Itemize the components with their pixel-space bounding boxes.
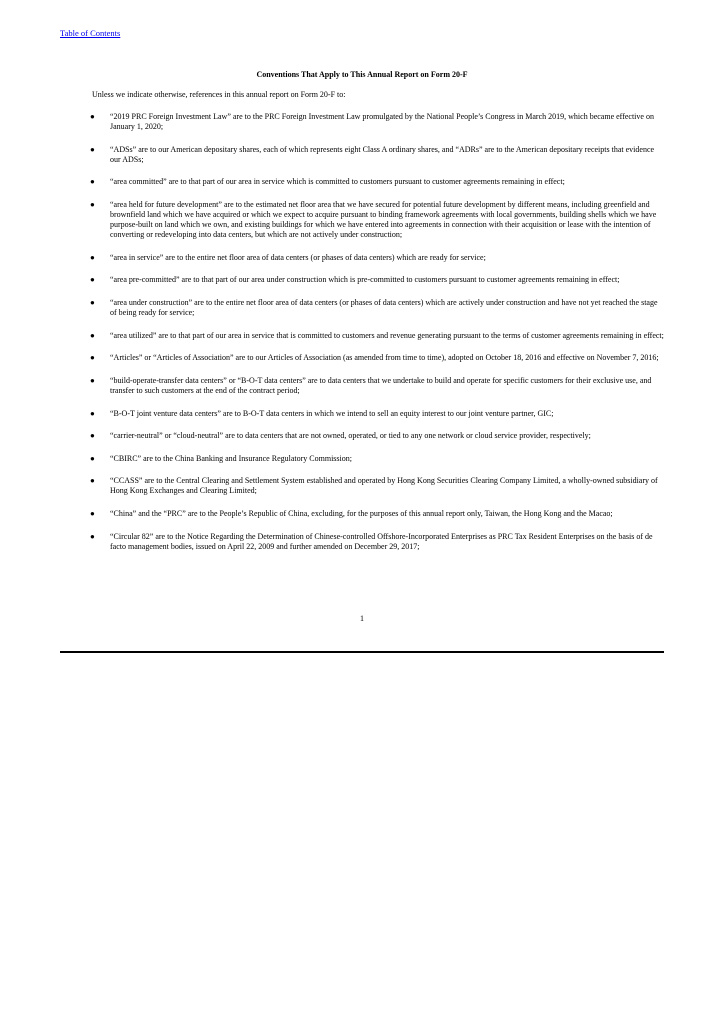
table-of-contents-link[interactable]: Table of Contents: [60, 28, 121, 38]
definition-text: “B-O-T joint venture data centers” are to B-O-T data centers in which we intend to sell an equity interest to our joint venture partner, GIC;: [110, 408, 554, 418]
definition-item: [92, 112, 664, 132]
definition-item: [92, 353, 664, 363]
definition-item: [92, 253, 664, 263]
bullet-icon: ●: [90, 275, 95, 285]
bullet-icon: ●: [90, 252, 95, 262]
bullet-icon: ●: [90, 112, 95, 121]
definition-text: “area committed” are to that part of our area in service which is committed to customers pursuant to customer agreements remaining in effect;: [110, 177, 565, 187]
intro-paragraph: Unless we indicate otherwise, references in this annual report on Form 20-F to:: [92, 90, 346, 99]
bullet-icon: ●: [90, 453, 95, 463]
definition-text: “ADSs” are to our American depositary shares, each of which represents eight Class A ordinary shares, and “ADRs” are to the American depositary receipts that evidence our ADSs;: [110, 144, 655, 164]
bullet-icon: ●: [90, 509, 95, 519]
definition-text: “Circular 82” are to the Notice Regarding the Determination of Chinese-controlled Offshore-Incorporated Enterprises as PRC Tax Resident Enterprises on the basis of de facto management bodies, issued on April 22, 2009 and further amended on December 29, 2017;: [110, 531, 653, 551]
definition-text: “area under construction” are to the entire net floor area of data centers (or phases of data centers) which are actively under construction and have not yet reached the stage of being ready for service;: [110, 298, 658, 318]
section-title: Conventions That Apply to This Annual Report on Form 20-F: [256, 70, 468, 79]
definition-text: “CBIRC” are to the China Banking and Insurance Regulatory Commission;: [110, 453, 352, 463]
bullet-icon: ●: [90, 431, 95, 441]
definition-item: [92, 376, 664, 396]
bullet-icon: ●: [90, 177, 95, 187]
definition-item: [92, 431, 664, 441]
bullet-icon: ●: [90, 476, 95, 486]
definition-text: “China” and the “PRC” are to the People’s Republic of China, excluding, for the purposes of this annual report only, Taiwan, the Hong Kong and the Macao;: [110, 509, 613, 519]
definition-item: [92, 509, 664, 519]
bullet-icon: ●: [90, 144, 95, 154]
bullet-icon: ●: [90, 375, 95, 385]
definition-text: “carrier-neutral” or “cloud-neutral” are to data centers that are not owned, operated, or tied to any one network or cloud service provider, respectively;: [110, 431, 591, 441]
definition-text: “build-operate-transfer data centers” or “B-O-T data centers” are to data centers that we undertake to build and operate for specific customers for their exclusive use, and transfer to such customers at the end of the contract period;: [110, 375, 652, 395]
definition-text: “CCASS” are to the Central Clearing and Settlement System established and operated by Hong Kong Securities Clearing Company Limited, a wholly-owned subsidiary of Hong Kong Exchanges and Clearing Limited;: [110, 476, 658, 496]
definition-item: [92, 145, 664, 165]
bullet-icon: ●: [90, 330, 95, 340]
definition-item: [92, 275, 664, 285]
definition-item: [92, 331, 664, 341]
page-number: 1: [360, 614, 364, 623]
bullet-icon: ●: [90, 353, 95, 363]
definition-text: “area pre-committed” are to that part of our area under construction which is pre-committed to customers pursuant to customer agreements remaining in effect;: [110, 275, 620, 285]
page-divider: [60, 651, 664, 653]
definition-text: “area utilized” are to that part of our area in service that is committed to customers and revenue generating pursuant to the terms of customer agreements remaining in effect;: [110, 330, 664, 340]
bullet-icon: ●: [90, 408, 95, 418]
definitions-list: [92, 112, 664, 564]
definition-text: “Articles” or “Articles of Association” are to our Articles of Association (as amended from time to time), adopted on October 18, 2016 and effective on November 7, 2016;: [110, 353, 659, 363]
definition-item: [92, 532, 664, 552]
definition-item: [92, 298, 664, 318]
bullet-icon: ●: [90, 531, 95, 541]
definition-item: [92, 177, 664, 187]
definition-item: [92, 200, 664, 240]
definition-item: [92, 476, 664, 496]
definition-text: “area held for future development” are to the estimated net floor area that we have secured for potential future development by different means, including greenfield and brownfield land which we have acquired or which we expect to acquire pursuant to binding framework agreements with local governments, building shells which we have purpose-built on land which we own, and existing buildings for which we have entered into agreements in connection with their acquisition or lease with the intention of converting or redeveloping into data centers, but which are not actively under construction;: [110, 199, 657, 240]
bullet-icon: ●: [90, 199, 95, 209]
definition-item: [92, 454, 664, 464]
definition-text: “area in service” are to the entire net floor area of data centers (or phases of data centers) which are ready for service;: [110, 252, 486, 262]
bullet-icon: ●: [90, 298, 95, 308]
definition-item: [92, 409, 664, 419]
definition-text: “2019 PRC Foreign Investment Law” are to the PRC Foreign Investment Law promulgated by the National People’s Congress in March 2019, which became effective on January 1, 2020;: [110, 112, 654, 132]
